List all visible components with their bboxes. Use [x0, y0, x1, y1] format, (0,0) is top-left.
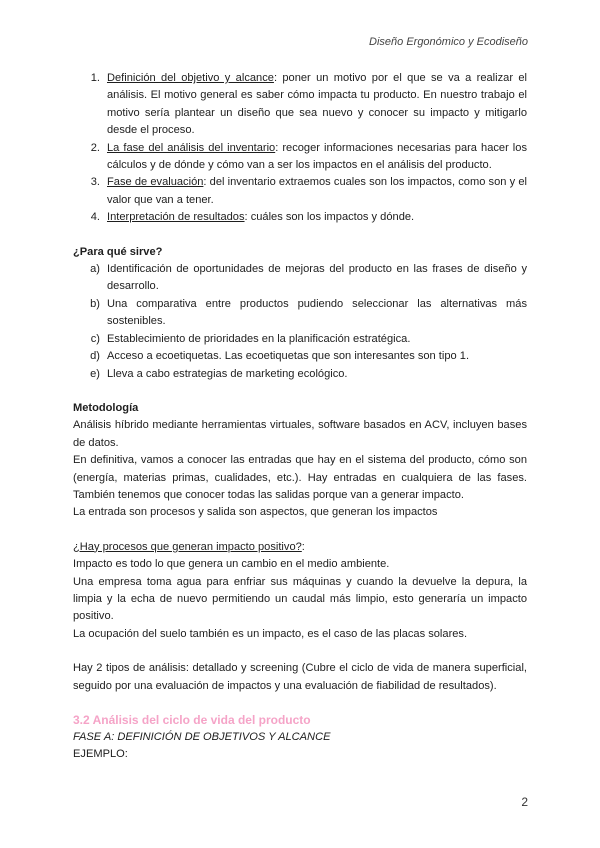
- item-letter: b): [90, 297, 100, 310]
- methodology-paragraph: En definitiva, vamos a conocer las entradas que hay en el sistema del producto, cómo son (energía, materias primas, cualidades, etc.). Hay entradas en cualquiera de las fases. También tenemos que conocer todas las salidas porque van a generar impacto.: [73, 454, 527, 501]
- step-title: La fase del análisis del inventario: [107, 141, 276, 154]
- list-item: [73, 261, 527, 296]
- step-text: : recoger informaciones necesarias para hacer los cálculos y de dónde y cómo van a ser los impactos en el análisis del producto.: [107, 141, 527, 172]
- item-letter: a): [90, 263, 100, 276]
- item-letter: e): [90, 367, 100, 380]
- item-number: 2.: [90, 141, 100, 154]
- methodology-paragraph: La entrada son procesos y salida son aspectos, que generan los impactos: [73, 506, 438, 519]
- list-item: [73, 331, 527, 348]
- page-content: [73, 70, 527, 764]
- step-text: : cuáles son los impactos y dónde.: [244, 211, 415, 224]
- item-text: Acceso a ecoetiquetas. Las ecoetiquetas que son interesantes son tipo 1.: [107, 350, 470, 363]
- list-item: [73, 366, 527, 383]
- item-letter: c): [90, 332, 100, 345]
- step-text: : del inventario extraemos cuales son los impactos, como son y el valor que van a tener.: [107, 176, 527, 206]
- lca-steps-list: [73, 70, 527, 227]
- item-text: Identificación de oportunidades de mejoras del producto en las frases de diseño y desarrollo.: [107, 263, 527, 293]
- item-text: Una comparativa entre productos pudiendo seleccionar las alternativas más sostenibles.: [107, 297, 527, 328]
- analysis-types-paragraph: Hay 2 tipos de análisis: detallado y screening (Cubre el ciclo de vida de manera superficial, seguido por una evaluación de impactos y una evaluación de fiabilidad de resultados).: [73, 662, 527, 692]
- step-title: Interpretación de resultados: [107, 211, 245, 224]
- step-text: : poner un motivo por el que se va a realizar el análisis. El motivo general es saber cómo impacta tu producto. En nuestro trabajo el motivo sería plantear un diseño que sea nuevo y conocer su impacto y mitigarlo desde el proceso.: [107, 72, 528, 137]
- item-text: Establecimiento de prioridades en la planificación estratégica.: [107, 332, 411, 345]
- positive-paragraph: Impacto es todo lo que genera un cambio en el medio ambiente.: [73, 558, 390, 571]
- positive-paragraph: Una empresa toma agua para enfriar sus máquinas y cuando la devuelve la depura, la limpia y la echa de nuevo permitiendo un caudal más limpio, esto generaría un impacto positivo.: [73, 575, 527, 623]
- running-header: Diseño Ergonómico y Ecodiseño: [369, 36, 528, 48]
- list-item: [73, 70, 527, 140]
- positive-impact-question: ¿Hay procesos que generan impacto positivo?:: [73, 540, 305, 553]
- uses-list: [73, 261, 527, 383]
- list-item: [73, 209, 527, 226]
- example-label: EJEMPLO:: [73, 748, 128, 761]
- item-letter: d): [90, 350, 100, 363]
- methodology-heading: Metodología: [73, 401, 139, 414]
- positive-paragraph: La ocupación del suelo también es un impacto, es el caso de las placas solares.: [73, 627, 468, 640]
- item-number: 3.: [90, 176, 100, 189]
- section-title: 3.2 Análisis del ciclo de vida del producto: [73, 713, 311, 727]
- step-title: Definición del objetivo y alcance: [107, 72, 274, 84]
- methodology-paragraph: Análisis híbrido mediante herramientas virtuales, software basados en ACV, incluyen bases de datos.: [73, 419, 527, 449]
- item-text: Lleva a cabo estrategias de marketing ecológico.: [107, 367, 348, 380]
- item-number: 4.: [90, 211, 100, 224]
- step-title: Fase de evaluación: [107, 176, 204, 189]
- item-number: 1.: [90, 72, 100, 84]
- list-item: [73, 174, 527, 209]
- phase-heading: FASE A: DEFINICIÓN DE OBJETIVOS Y ALCANCE: [73, 731, 331, 743]
- list-item: [73, 348, 527, 365]
- uses-heading: ¿Para qué sirve?: [73, 245, 163, 258]
- list-item: [73, 140, 527, 175]
- page-number: 2: [521, 795, 528, 809]
- list-item: [73, 296, 527, 331]
